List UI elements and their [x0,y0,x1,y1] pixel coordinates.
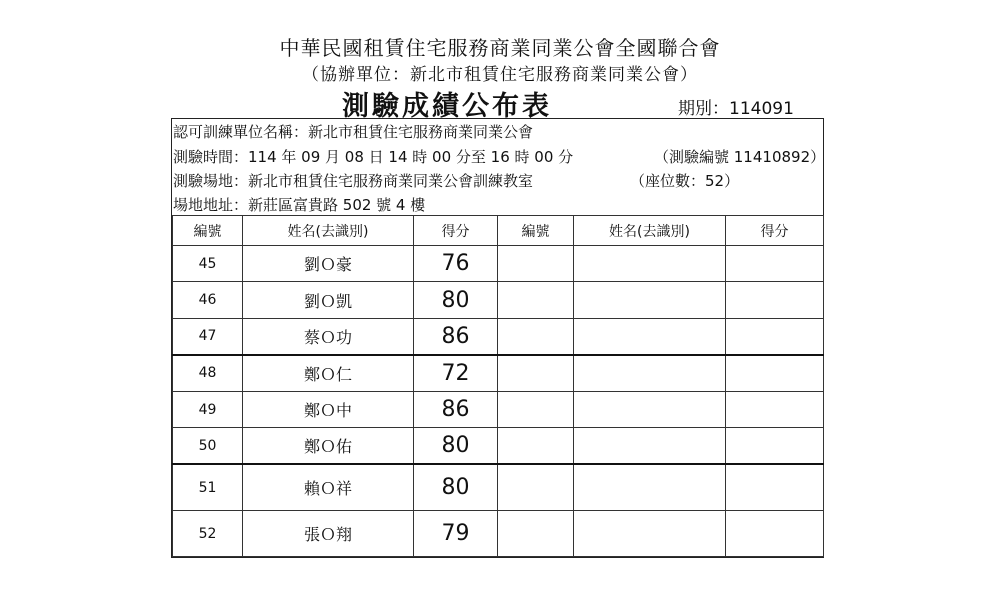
name-cell: 張Ｏ翔 [243,511,414,557]
column-header: 得分 [414,216,498,246]
table-row [173,464,824,511]
table-row [173,391,824,427]
seat-no-cell: 51 [173,464,243,511]
name-cell: 鄭Ｏ仁 [243,355,414,391]
score-cell: 86 [414,391,498,427]
table-row [173,511,824,557]
score-cell: 80 [414,282,498,318]
name-cell: 劉Ｏ豪 [243,246,414,282]
table-row [173,282,824,318]
exam-venue: 測驗場地：新北市租賃住宅服務商業同業公會訓練教室 [173,172,534,190]
empty-cell [574,246,726,282]
empty-cell [574,318,726,354]
empty-cell [574,355,726,391]
empty-cell [726,246,824,282]
empty-cell [574,511,726,557]
empty-cell [726,464,824,511]
score-cell: 72 [414,355,498,391]
seat-no-cell: 50 [173,428,243,464]
table-row [173,428,824,464]
name-cell: 鄭Ｏ佑 [243,428,414,464]
score-cell: 86 [414,318,498,354]
empty-cell [498,428,574,464]
empty-cell [498,464,574,511]
session-number: 期別：114091 [678,99,794,119]
empty-cell [574,391,726,427]
table-header-row [173,216,824,246]
empty-cell [726,318,824,354]
venue-address: 場地地址：新莊區富貴路 502 號 4 樓 [173,196,426,214]
exam-number: （測驗編號 11410892） [654,148,826,166]
exam-time: 測驗時間：114 年 09 月 08 日 14 時 00 分至 16 時 00 分 [173,148,574,166]
score-cell: 76 [414,246,498,282]
table-row [173,246,824,282]
organization-name: 中華民國租賃住宅服務商業同業公會全國聯合會 [279,36,721,60]
seat-count: （座位數：52） [630,172,740,190]
empty-cell [498,246,574,282]
empty-cell [726,428,824,464]
score-cell: 80 [414,464,498,511]
score-cell: 80 [414,428,498,464]
seat-no-cell: 52 [173,511,243,557]
seat-no-cell: 46 [173,282,243,318]
name-cell: 鄭Ｏ中 [243,391,414,427]
empty-cell [574,428,726,464]
name-cell: 劉Ｏ凱 [243,282,414,318]
column-header: 姓名(去識別) [243,216,414,246]
empty-cell [726,355,824,391]
empty-cell [726,282,824,318]
empty-cell [498,355,574,391]
empty-cell [498,391,574,427]
seat-no-cell: 49 [173,391,243,427]
column-header: 姓名(去識別) [574,216,726,246]
score-table [172,215,824,557]
seat-no-cell: 48 [173,355,243,391]
empty-cell [498,282,574,318]
column-header: 編號 [173,216,243,246]
empty-cell [726,391,824,427]
name-cell: 賴Ｏ祥 [243,464,414,511]
seat-no-cell: 47 [173,318,243,354]
co-organizer: （協辦單位：新北市租賃住宅服務商業同業公會） [302,65,698,85]
empty-cell [574,464,726,511]
empty-cell [498,511,574,557]
score-sheet [171,118,824,558]
column-header: 編號 [498,216,574,246]
empty-cell [726,511,824,557]
name-cell: 蔡Ｏ功 [243,318,414,354]
seat-no-cell: 45 [173,246,243,282]
column-header: 得分 [726,216,824,246]
training-unit: 認可訓練單位名稱：新北市租賃住宅服務商業同業公會 [173,123,534,141]
document-title: 測驗成績公布表 [342,91,552,122]
score-cell: 79 [414,511,498,557]
empty-cell [498,318,574,354]
table-row [173,318,824,354]
table-row [173,355,824,391]
empty-cell [574,282,726,318]
